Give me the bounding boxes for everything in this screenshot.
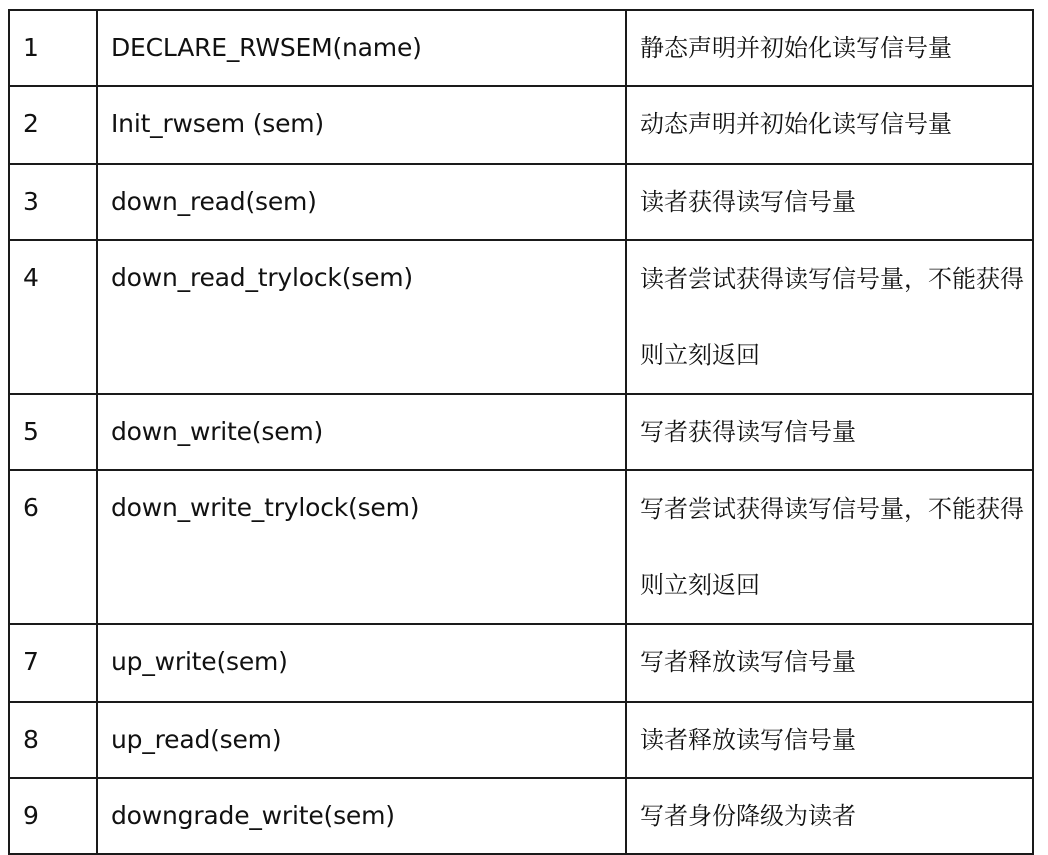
row-number: 7: [23, 647, 39, 676]
function-description: 动态声明并初始化读写信号量: [640, 110, 952, 138]
function-cell: [97, 240, 626, 394]
row-number: 9: [23, 801, 39, 830]
table-row: [9, 164, 1033, 240]
function-description: 写者释放读写信号量: [640, 648, 856, 676]
function-cell: [97, 394, 626, 470]
row-number: 5: [23, 417, 39, 446]
function-cell: [97, 10, 626, 86]
function-description: 静态声明并初始化读写信号量: [640, 34, 952, 62]
row-number-cell: [9, 470, 97, 624]
function-name: Init_rwsem (sem): [111, 109, 324, 138]
function-description: 读者尝试获得读写信号量，不能获得则立刻返回: [640, 265, 1024, 369]
row-number: 6: [23, 493, 39, 522]
function-description: 读者获得读写信号量: [640, 188, 856, 216]
table-row: [9, 86, 1033, 164]
function-description: 写者获得读写信号量: [640, 418, 856, 446]
function-cell: [97, 624, 626, 702]
row-number: 2: [23, 109, 39, 138]
description-cell: [626, 240, 1033, 394]
function-name: down_write_trylock(sem): [111, 493, 420, 522]
function-cell: [97, 778, 626, 854]
description-cell: [626, 86, 1033, 164]
row-number: 3: [23, 187, 39, 216]
row-number: 8: [23, 725, 39, 754]
row-number-cell: [9, 702, 97, 778]
table-row: [9, 10, 1033, 86]
table-row: [9, 394, 1033, 470]
description-cell: [626, 164, 1033, 240]
table-row: [9, 624, 1033, 702]
row-number-cell: [9, 240, 97, 394]
row-number-cell: [9, 778, 97, 854]
function-cell: [97, 470, 626, 624]
function-name: up_read(sem): [111, 725, 282, 754]
description-cell: [626, 778, 1033, 854]
function-cell: [97, 86, 626, 164]
function-name: down_read_trylock(sem): [111, 263, 413, 292]
table-row: [9, 778, 1033, 854]
function-description: 写者尝试获得读写信号量，不能获得则立刻返回: [640, 495, 1024, 599]
function-name: DECLARE_RWSEM(name): [111, 33, 422, 62]
function-name: down_read(sem): [111, 187, 317, 216]
function-description: 读者释放读写信号量: [640, 726, 856, 754]
function-cell: [97, 164, 626, 240]
table-row: [9, 240, 1033, 394]
table-row: [9, 470, 1033, 624]
table-row: [9, 702, 1033, 778]
function-name: down_write(sem): [111, 417, 324, 446]
description-cell: [626, 470, 1033, 624]
function-cell: [97, 702, 626, 778]
row-number: 4: [23, 263, 39, 292]
function-name: downgrade_write(sem): [111, 801, 395, 830]
description-cell: [626, 702, 1033, 778]
function-name: up_write(sem): [111, 647, 288, 676]
row-number-cell: [9, 624, 97, 702]
description-cell: [626, 10, 1033, 86]
row-number: 1: [23, 33, 39, 62]
row-number-cell: [9, 86, 97, 164]
description-cell: [626, 394, 1033, 470]
description-cell: [626, 624, 1033, 702]
row-number-cell: [9, 10, 97, 86]
row-number-cell: [9, 394, 97, 470]
rwsem-api-table: [8, 9, 1034, 855]
function-description: 写者身份降级为读者: [640, 802, 856, 830]
row-number-cell: [9, 164, 97, 240]
